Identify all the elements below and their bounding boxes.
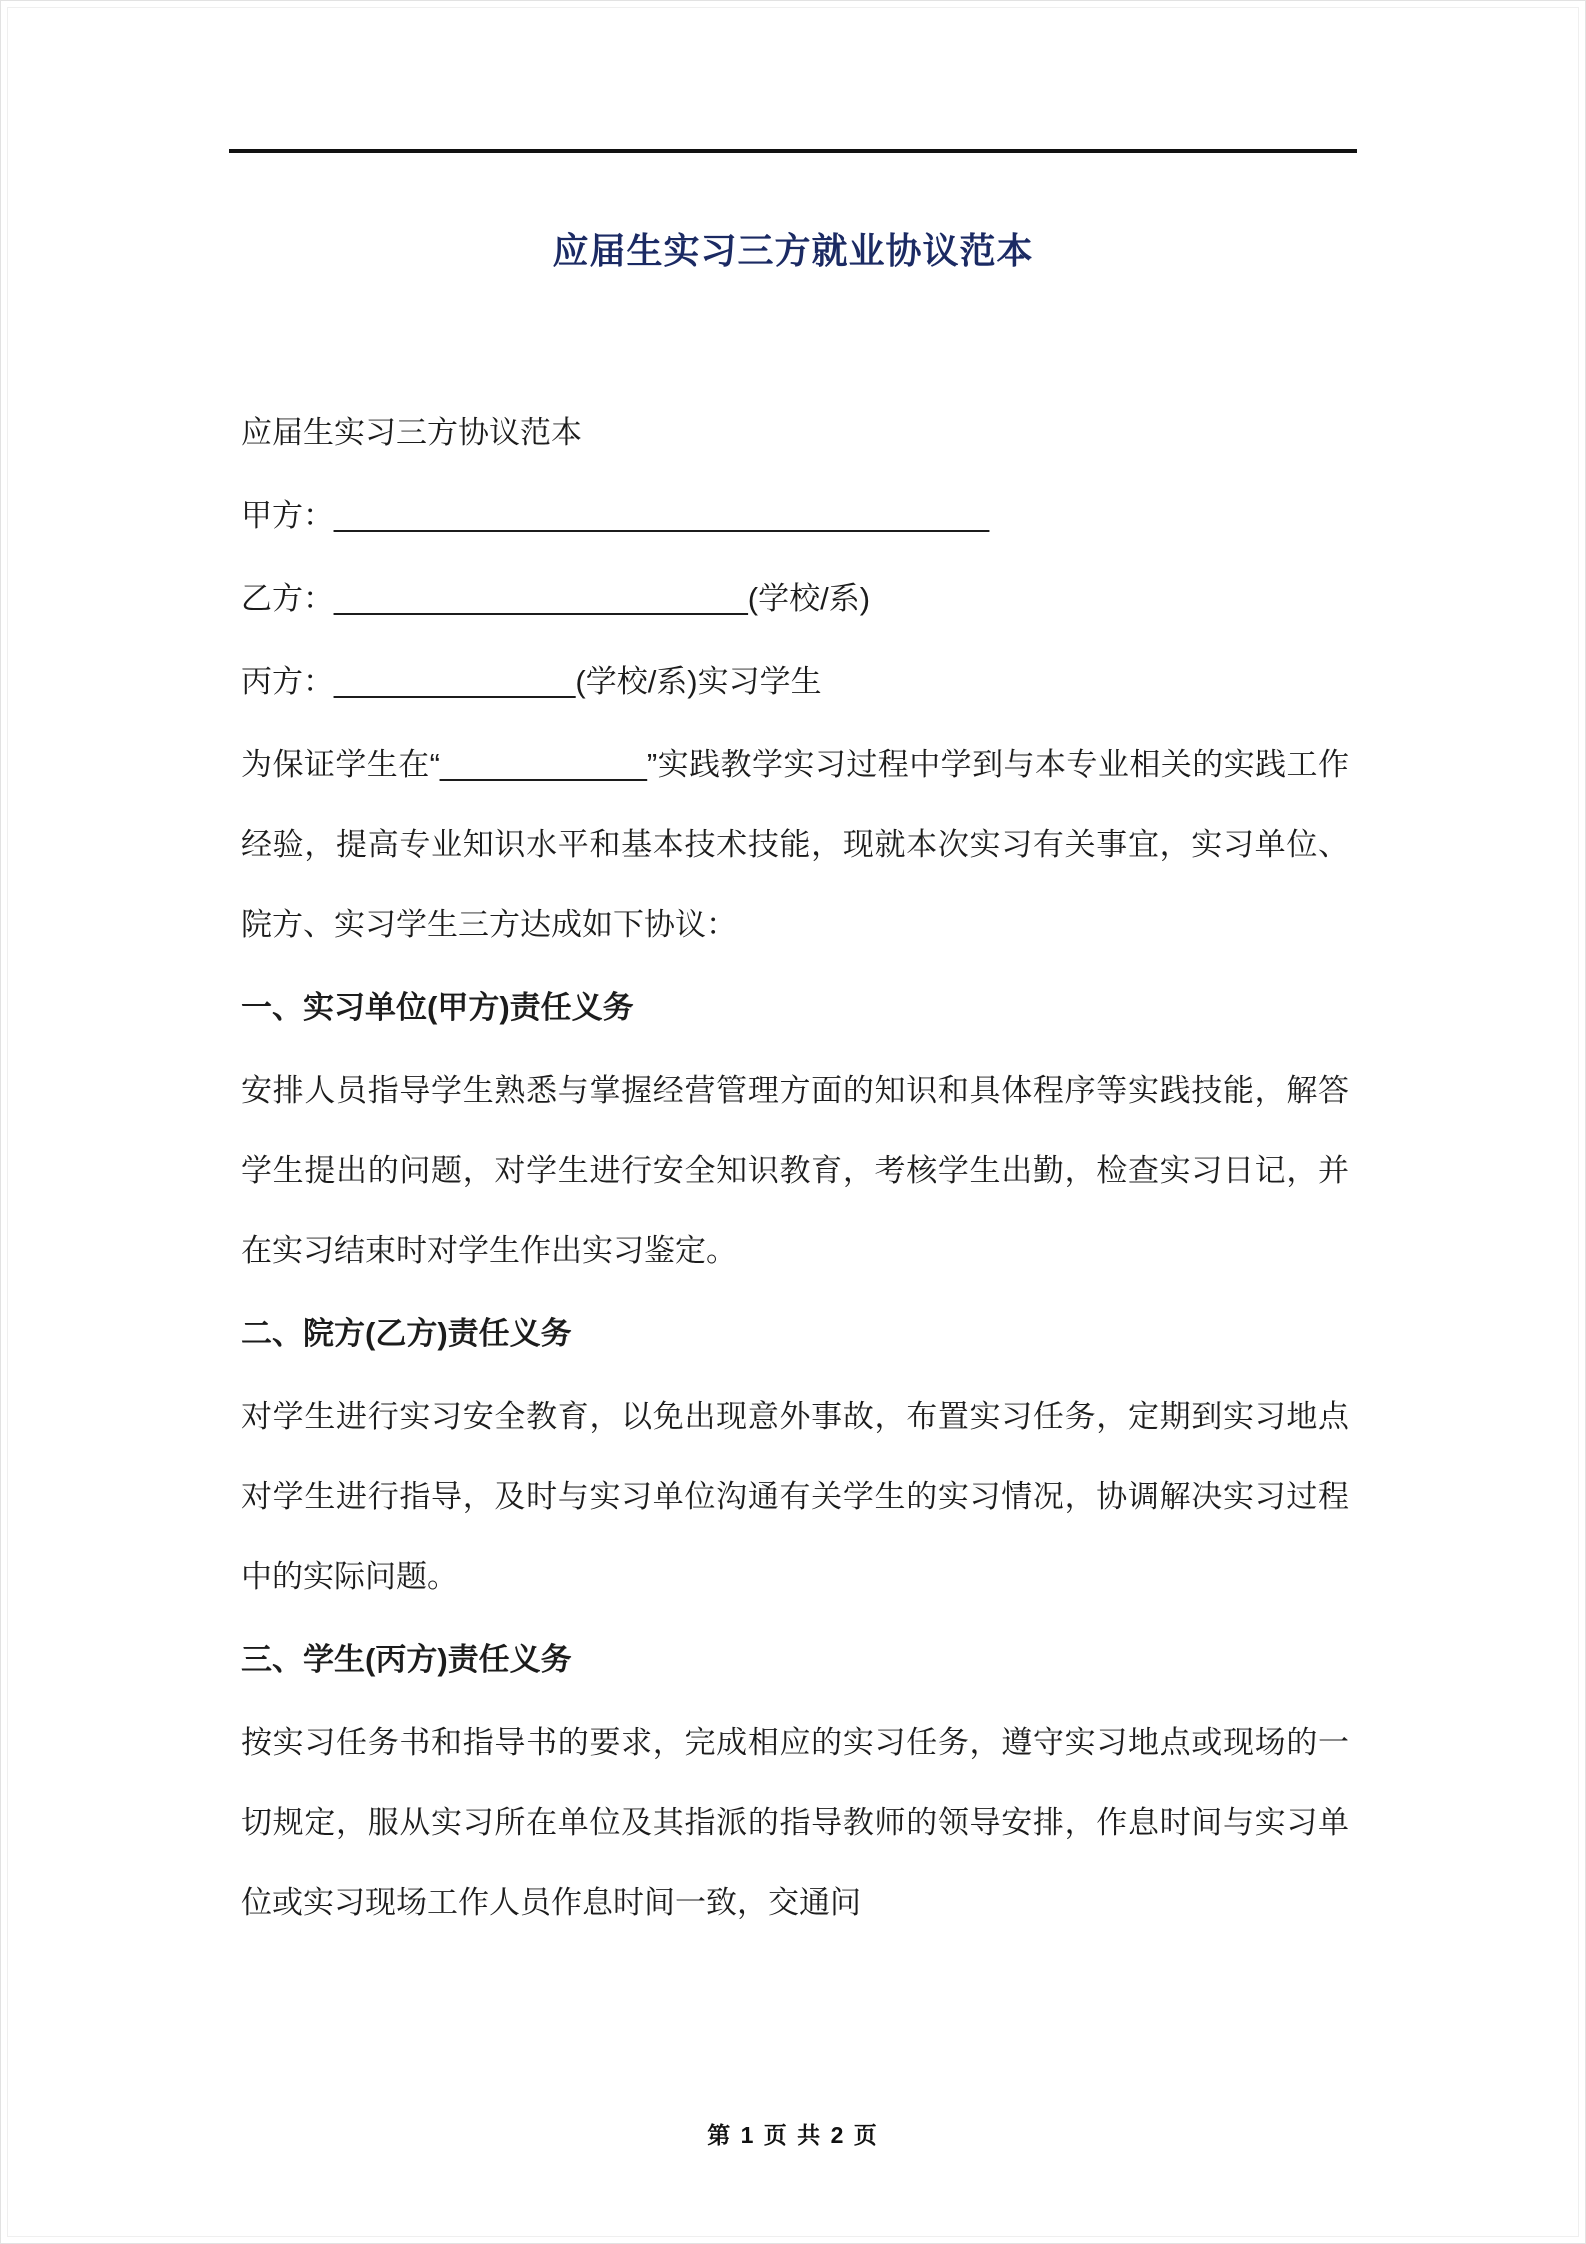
section-body-1: 安排人员指导学生熟悉与掌握经营管理方面的知识和具体程序等实践技能，解答学生提出的问题，对学生进行安全知识教育，考核学生出勤，检查实习日记，并在实习结束时对学生作出实习鉴定。: [241, 1073, 1349, 1268]
section-heading-3: 三、学生(丙方)责任义务: [241, 1642, 572, 1677]
paragraph-party-a-blank: 甲方：______________________________________: [241, 498, 990, 533]
section-heading-2: 二、院方(乙方)责任义务: [241, 1316, 572, 1351]
paragraph-party-b-blank: 乙方：________________________(学校/系): [241, 581, 871, 616]
header-rule: [229, 149, 1357, 153]
section-heading-1: 一、实习单位(甲方)责任义务: [241, 990, 634, 1025]
paragraph-preamble: 为保证学生在“____________”实践教学实习过程中学到与本专业相关的实践工作经验，提高专业知识水平和基本技术技能，现就本次实习有关事宜，实习单位、院方、实习学生三方达成如下协议：: [241, 747, 1349, 942]
document-title: 应届生实习三方就业协议范本: [552, 230, 1034, 271]
section-body-2: 对学生进行实习安全教育，以免出现意外事故，布置实习任务，定期到实习地点对学生进行指导，及时与实习单位沟通有关学生的实习情况，协调解决实习过程中的实际问题。: [241, 1399, 1349, 1594]
page-number-footer: 第 1 页 共 2 页: [707, 2122, 879, 2148]
paragraph-party-c-blank: 丙方：______________(学校/系)实习学生: [241, 664, 822, 699]
paragraph-subtitle: 应届生实习三方协议范本: [241, 415, 582, 450]
document-body: [241, 393, 1349, 1946]
section-body-3: 按实习任务书和指导书的要求，完成相应的实习任务，遵守实习地点或现场的一切规定，服从实习所在单位及其指派的指导教师的领导安排，作息时间与实习单位或实习现场工作人员作息时间一致，交通问: [241, 1725, 1349, 1920]
